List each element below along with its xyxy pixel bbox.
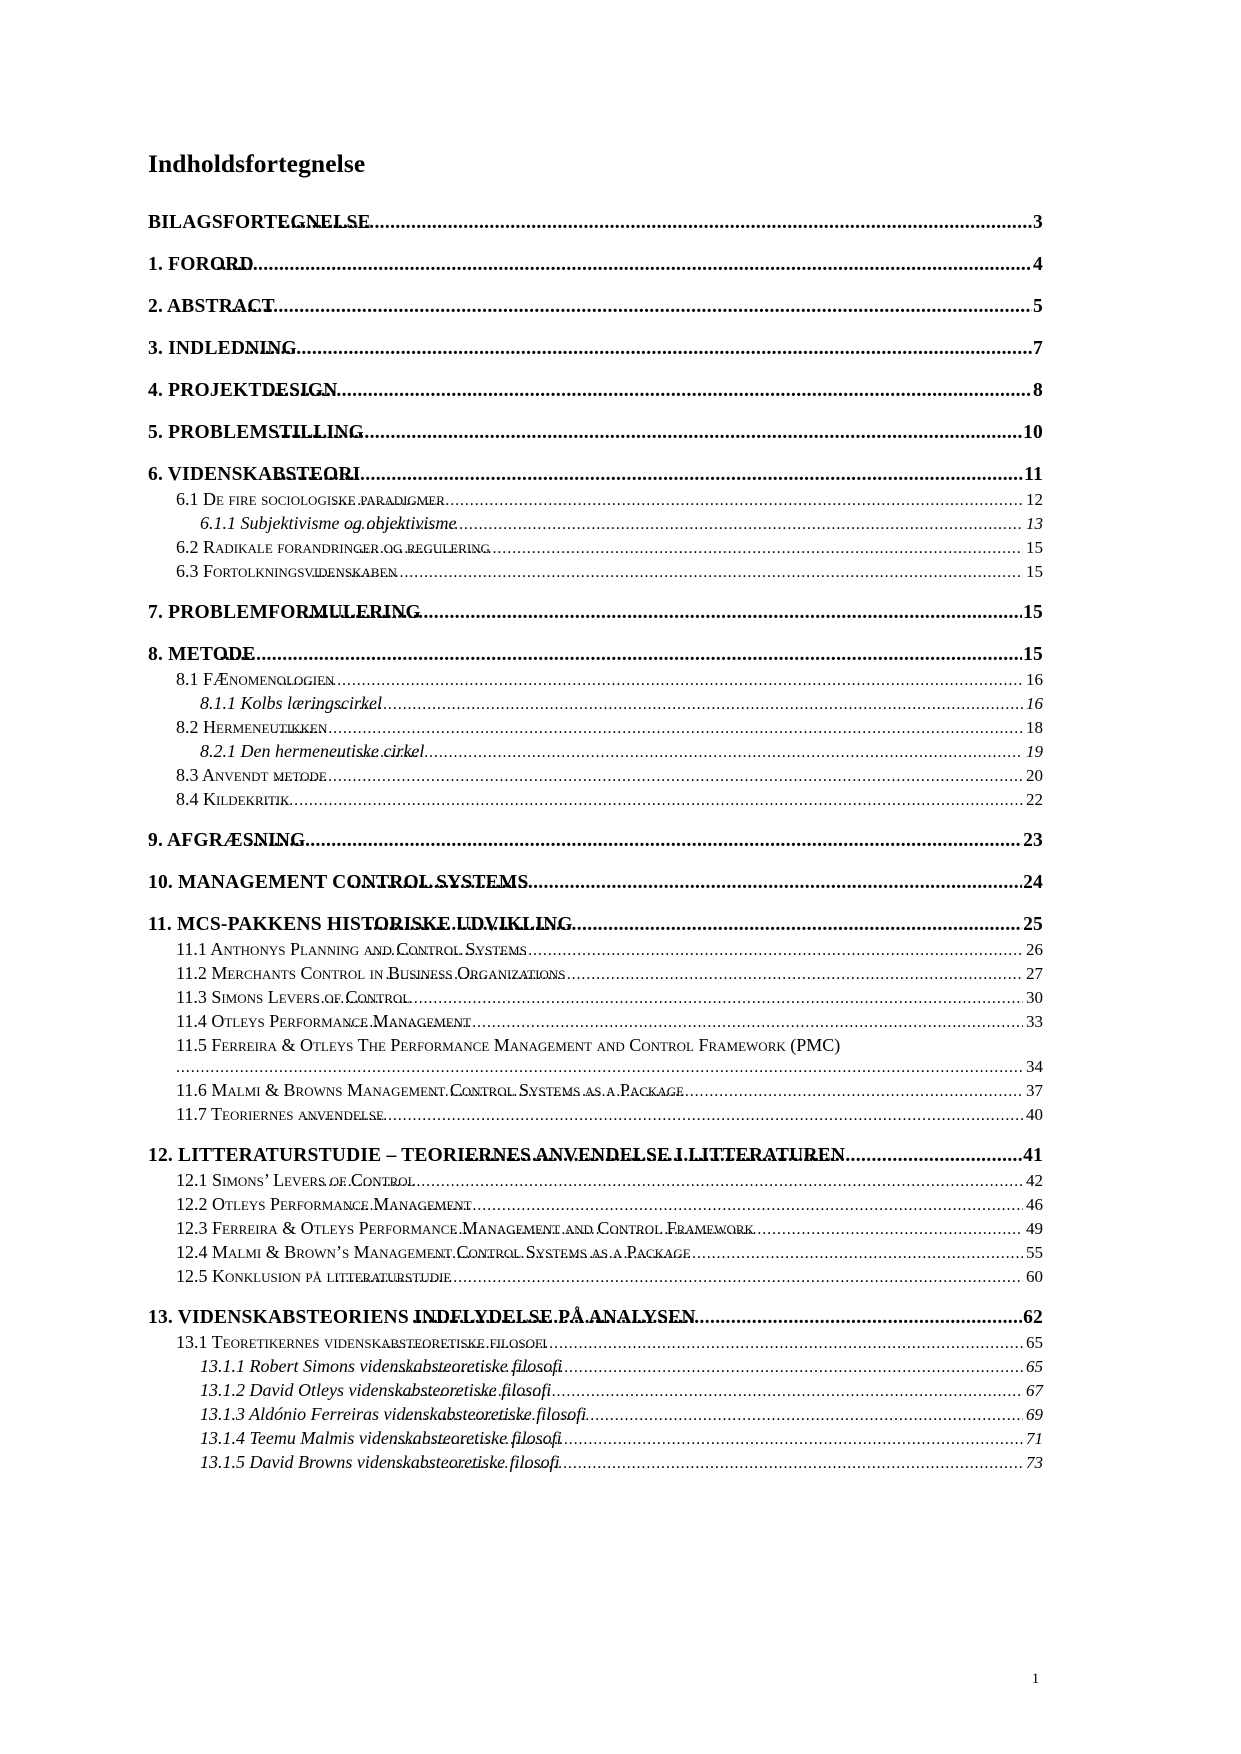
toc-entry-label: 11.4 Otleys Performance Management bbox=[176, 1011, 471, 1032]
toc-entry[interactable] bbox=[148, 644, 1043, 666]
toc-entry-page: 15 bbox=[1026, 538, 1043, 558]
toc-entry-label: 6.1.1 Subjektivisme og objektivisme bbox=[200, 513, 457, 534]
toc-entry-label: 2. ABSTRACT bbox=[148, 296, 280, 318]
toc-leader-dots bbox=[412, 1307, 1022, 1329]
toc-entry-label: 10. MANAGEMENT CONTROL SYSTEMS bbox=[148, 872, 529, 894]
toc-entry[interactable] bbox=[148, 1170, 1043, 1191]
toc-leader-dots bbox=[231, 296, 1032, 318]
toc-entry[interactable] bbox=[148, 830, 1043, 852]
toc-leader-dots bbox=[250, 789, 1023, 810]
toc-entry-leader-row bbox=[148, 1056, 1043, 1077]
toc-entry[interactable] bbox=[148, 537, 1043, 558]
toc-entry-page: 65 bbox=[1026, 1333, 1043, 1353]
toc-entry-page: 40 bbox=[1026, 1105, 1043, 1125]
toc-leader-dots bbox=[331, 741, 1023, 762]
toc-entry[interactable] bbox=[148, 338, 1043, 360]
toc-entry-label: 8. METODE bbox=[148, 644, 261, 666]
toc-entry-page: 30 bbox=[1026, 988, 1043, 1008]
toc-leader-dots bbox=[216, 254, 1032, 276]
toc-leader-dots bbox=[459, 1145, 1022, 1167]
toc-entry-page: 4 bbox=[1033, 254, 1043, 276]
toc-entry-label: 1. FORORD bbox=[148, 254, 254, 276]
toc-leader-dots bbox=[346, 513, 1023, 534]
toc-leader-dots bbox=[393, 1356, 1023, 1377]
toc-entry[interactable] bbox=[148, 489, 1043, 510]
toc-entry[interactable] bbox=[148, 513, 1043, 534]
toc-entry-label: 8.1 FÆnomenologien bbox=[176, 669, 339, 690]
toc-entry-label: 13.1.3 Aldónio Ferreiras videnskabsteoretiske filosofi bbox=[200, 1404, 591, 1425]
toc-leader-dots bbox=[345, 1194, 1023, 1215]
toc-entry[interactable] bbox=[148, 602, 1043, 624]
toc-entry-page: 49 bbox=[1026, 1219, 1043, 1239]
toc-leader-dots bbox=[392, 1452, 1023, 1473]
toc-entry-page: 11 bbox=[1024, 464, 1043, 486]
toc-leader-dots bbox=[274, 717, 1023, 738]
page-number: 1 bbox=[1031, 1671, 1040, 1687]
toc-leader-dots bbox=[278, 669, 1023, 690]
toc-leader-dots bbox=[310, 693, 1023, 714]
toc-leader-dots bbox=[263, 380, 1032, 402]
toc-entry-label: 13.1 Teoretikernes videnskabsteoretiske filosofi bbox=[176, 1332, 547, 1353]
toc-entry-label: 7. PROBLEMFORMULERING bbox=[148, 602, 421, 624]
toc-entry-page: 15 bbox=[1026, 562, 1043, 582]
toc-leader-dots bbox=[385, 963, 1023, 984]
toc-entry-page: 13 bbox=[1026, 514, 1043, 534]
toc-leader-dots bbox=[176, 1056, 1023, 1077]
toc-leader-dots bbox=[350, 872, 1022, 894]
toc-leader-dots bbox=[432, 1242, 1023, 1263]
toc-entry-page: 27 bbox=[1026, 964, 1043, 984]
toc-entry[interactable] bbox=[148, 1035, 1043, 1077]
toc-entry-page: 25 bbox=[1023, 914, 1043, 936]
toc-entry-page: 67 bbox=[1026, 1381, 1043, 1401]
toc-entry-page: 10 bbox=[1023, 422, 1043, 444]
toc-entry-label: 8.2.1 Den hermeneutiske cirkel bbox=[200, 741, 425, 762]
toc-leader-dots bbox=[454, 1218, 1023, 1239]
toc-entry-page: 42 bbox=[1026, 1171, 1043, 1191]
toc-entry[interactable] bbox=[148, 380, 1043, 402]
toc-entry-label: 12.1 Simons’ Levers of Control bbox=[176, 1170, 416, 1191]
toc-entry-label: 12.5 Konklusion på litteraturstudie bbox=[176, 1266, 452, 1287]
toc-entry[interactable] bbox=[148, 1380, 1043, 1401]
toc-entry-page: 33 bbox=[1026, 1012, 1043, 1032]
toc-leader-dots bbox=[368, 914, 1022, 936]
toc-entry-label: 8.2 Hermeneutikken bbox=[176, 717, 332, 738]
toc-entry-label: 8.3 Anvendt metode bbox=[176, 765, 332, 786]
toc-entry[interactable] bbox=[148, 464, 1043, 486]
toc-entry[interactable] bbox=[148, 741, 1043, 762]
page-footer bbox=[0, 1671, 1241, 1688]
toc-entry-label: 6.2 Radikale forandringer og regulering bbox=[176, 537, 495, 558]
toc-leader-dots bbox=[244, 338, 1032, 360]
toc-entry-label: 5. PROBLEMSTILLING bbox=[148, 422, 364, 444]
toc-entry-page: 8 bbox=[1033, 380, 1043, 402]
toc-entry-label: 13. VIDENSKABSTEORIENS INDFLYDELSE PÅ ANALYSEN bbox=[148, 1307, 696, 1329]
toc-leader-dots bbox=[280, 212, 1032, 234]
toc-entry[interactable] bbox=[148, 212, 1043, 234]
toc-entry-page: 7 bbox=[1033, 338, 1043, 360]
toc-entry-page: 18 bbox=[1026, 718, 1043, 738]
toc-entry-page: 3 bbox=[1033, 212, 1043, 234]
toc-entry-label: 12.4 Malmi & Brown’s Management Control Systems as a Package bbox=[176, 1242, 691, 1263]
toc-entry-label: 12.2 Otleys Performance Management bbox=[176, 1194, 472, 1215]
toc-entry-page: 20 bbox=[1026, 766, 1043, 786]
toc-entry-page: 15 bbox=[1023, 602, 1043, 624]
toc-entry-label: 13.1.4 Teemu Malmis videnskabsteoretiske filosofi bbox=[200, 1428, 562, 1449]
toc-entry-page: 73 bbox=[1026, 1453, 1043, 1473]
toc-leader-dots bbox=[220, 644, 1023, 666]
toc-entry-label: 13.1.2 David Otleys videnskabsteoretiske filosofi bbox=[200, 1380, 556, 1401]
toc-entry-page: 69 bbox=[1026, 1405, 1043, 1425]
toc-entry[interactable] bbox=[148, 1104, 1043, 1125]
toc-entry[interactable] bbox=[148, 1080, 1043, 1101]
toc-entry[interactable] bbox=[148, 1242, 1043, 1263]
toc-entry-label: 6.3 Fortolkningsvidenskaben bbox=[176, 561, 402, 582]
toc-leader-dots bbox=[430, 1080, 1023, 1101]
toc-leader-dots bbox=[305, 1104, 1023, 1125]
toc-entry[interactable] bbox=[148, 939, 1043, 960]
toc-leader-dots bbox=[333, 489, 1023, 510]
toc-leader-dots bbox=[378, 1332, 1023, 1353]
toc-entry[interactable] bbox=[148, 669, 1043, 690]
toc-leader-dots bbox=[274, 765, 1023, 786]
toc-entry-page: 41 bbox=[1023, 1145, 1043, 1167]
toc-entry-page: 37 bbox=[1026, 1081, 1043, 1101]
toc-entry-page: 24 bbox=[1023, 872, 1043, 894]
toc-leader-dots bbox=[392, 1428, 1023, 1449]
toc-entry[interactable] bbox=[148, 1404, 1043, 1425]
toc-entry-page: 60 bbox=[1026, 1267, 1043, 1287]
toc-entry-page: 16 bbox=[1026, 670, 1043, 690]
toc-entry[interactable] bbox=[148, 1011, 1043, 1032]
toc-entry-label: 11.1 Anthonys Planning and Control Systems bbox=[176, 939, 532, 960]
toc-entry-page: 23 bbox=[1023, 830, 1043, 852]
toc-entry-page: 71 bbox=[1026, 1429, 1043, 1449]
toc-entry-label: 12. LITTERATURSTUDIE – TEORIERNES ANVENDELSE I LITTERATUREN bbox=[148, 1145, 846, 1167]
toc-entry[interactable] bbox=[148, 717, 1043, 738]
page-title: Indholdsfortegnelse bbox=[148, 149, 366, 178]
toc-entry[interactable] bbox=[148, 963, 1043, 984]
toc-entry-page: 65 bbox=[1026, 1357, 1043, 1377]
toc-entry-page: 16 bbox=[1026, 694, 1043, 714]
toc-entry[interactable] bbox=[148, 872, 1043, 894]
toc-entry-label: 11.6 Malmi & Browns Management Control Systems as a Package bbox=[176, 1080, 685, 1101]
toc-entry-label: 13.1.1 Robert Simons videnskabsteoretiske filosofi bbox=[200, 1356, 563, 1377]
toc-entry[interactable] bbox=[148, 254, 1043, 276]
toc-entry[interactable] bbox=[148, 1428, 1043, 1449]
toc-entry-page: 15 bbox=[1023, 644, 1043, 666]
toc-entry[interactable] bbox=[148, 561, 1043, 582]
toc-entry-label: 6. VIDENSKABSTEORI bbox=[148, 464, 366, 486]
toc-leader-dots bbox=[276, 464, 1023, 486]
toc-entry[interactable] bbox=[148, 789, 1043, 810]
toc-entry-label: 8.1.1 Kolbs læringscirkel bbox=[200, 693, 383, 714]
toc-leader-dots bbox=[336, 1266, 1023, 1287]
toc-entry[interactable] bbox=[148, 987, 1043, 1008]
toc-entry-label: 13.1.5 David Browns videnskabsteoretiske filosofi bbox=[200, 1452, 560, 1473]
toc-entry-page: 34 bbox=[1026, 1057, 1043, 1077]
toc-entry[interactable] bbox=[148, 1266, 1043, 1287]
toc-entry-page: 19 bbox=[1026, 742, 1043, 762]
toc-leader-dots bbox=[355, 537, 1023, 558]
toc-entry-label: 12.3 Ferreira & Otleys Performance Management and Control Framework bbox=[176, 1218, 754, 1239]
toc-content bbox=[148, 150, 1043, 1473]
toc-leader-dots bbox=[276, 422, 1023, 444]
toc-entry-label: 9. AFGRÆSNING bbox=[148, 830, 311, 852]
toc-entry-page: 12 bbox=[1026, 490, 1043, 510]
toc-entry[interactable] bbox=[148, 765, 1043, 786]
toc-entry-page: 5 bbox=[1033, 296, 1043, 318]
toc-leader-dots bbox=[371, 939, 1023, 960]
toc-entry[interactable] bbox=[148, 914, 1043, 936]
toc-entry[interactable] bbox=[148, 1218, 1043, 1239]
toc-entry-label: 3. INDLEDNING bbox=[148, 338, 302, 360]
toc-entry[interactable] bbox=[148, 422, 1043, 444]
toc-entry-label: 11.5 Ferreira & Otleys The Performance Management and Control Framework (PMC) bbox=[176, 1035, 841, 1056]
toc-entry-label: 8.4 Kildekritik bbox=[176, 789, 290, 810]
toc-leader-dots bbox=[303, 602, 1022, 624]
toc-entry-label: 11. MCS-PAKKENS HISTORISKE UDVIKLING bbox=[148, 914, 573, 936]
toc-entry-label: 11.7 Teoriernes anvendelse bbox=[176, 1104, 389, 1125]
toc-leader-dots bbox=[345, 1011, 1023, 1032]
toc-entry[interactable] bbox=[148, 296, 1043, 318]
toc-leader-dots bbox=[318, 1170, 1023, 1191]
table-of-contents bbox=[148, 212, 1043, 1473]
toc-entry-label: BILAGSFORTEGNELSE bbox=[148, 212, 371, 234]
toc-entry-page: 26 bbox=[1026, 940, 1043, 960]
toc-entry[interactable] bbox=[148, 1145, 1043, 1167]
toc-entry-page: 22 bbox=[1026, 790, 1043, 810]
toc-entry[interactable] bbox=[148, 1356, 1043, 1377]
toc-leader-dots bbox=[404, 1404, 1023, 1425]
toc-entry[interactable] bbox=[148, 1332, 1043, 1353]
toc-leader-dots bbox=[248, 830, 1023, 852]
toc-entry[interactable] bbox=[148, 1452, 1043, 1473]
toc-entry[interactable] bbox=[148, 693, 1043, 714]
toc-leader-dots bbox=[390, 1380, 1023, 1401]
toc-entry[interactable] bbox=[148, 1307, 1043, 1329]
toc-entry-label: 11.2 Merchants Control in Business Organizations bbox=[176, 963, 566, 984]
toc-entry-label: 6.1 De fire sociologiske paradigmer bbox=[176, 489, 445, 510]
toc-entry-label: 4. PROJEKTDESIGN bbox=[148, 380, 338, 402]
toc-entry[interactable] bbox=[148, 1194, 1043, 1215]
toc-leader-dots bbox=[311, 561, 1023, 582]
toc-entry-page: 55 bbox=[1026, 1243, 1043, 1263]
toc-entry-label: 11.3 Simons Levers of Control bbox=[176, 987, 411, 1008]
toc-leader-dots bbox=[316, 987, 1023, 1008]
toc-entry-page: 46 bbox=[1026, 1195, 1043, 1215]
toc-entry-page: 62 bbox=[1023, 1307, 1043, 1329]
